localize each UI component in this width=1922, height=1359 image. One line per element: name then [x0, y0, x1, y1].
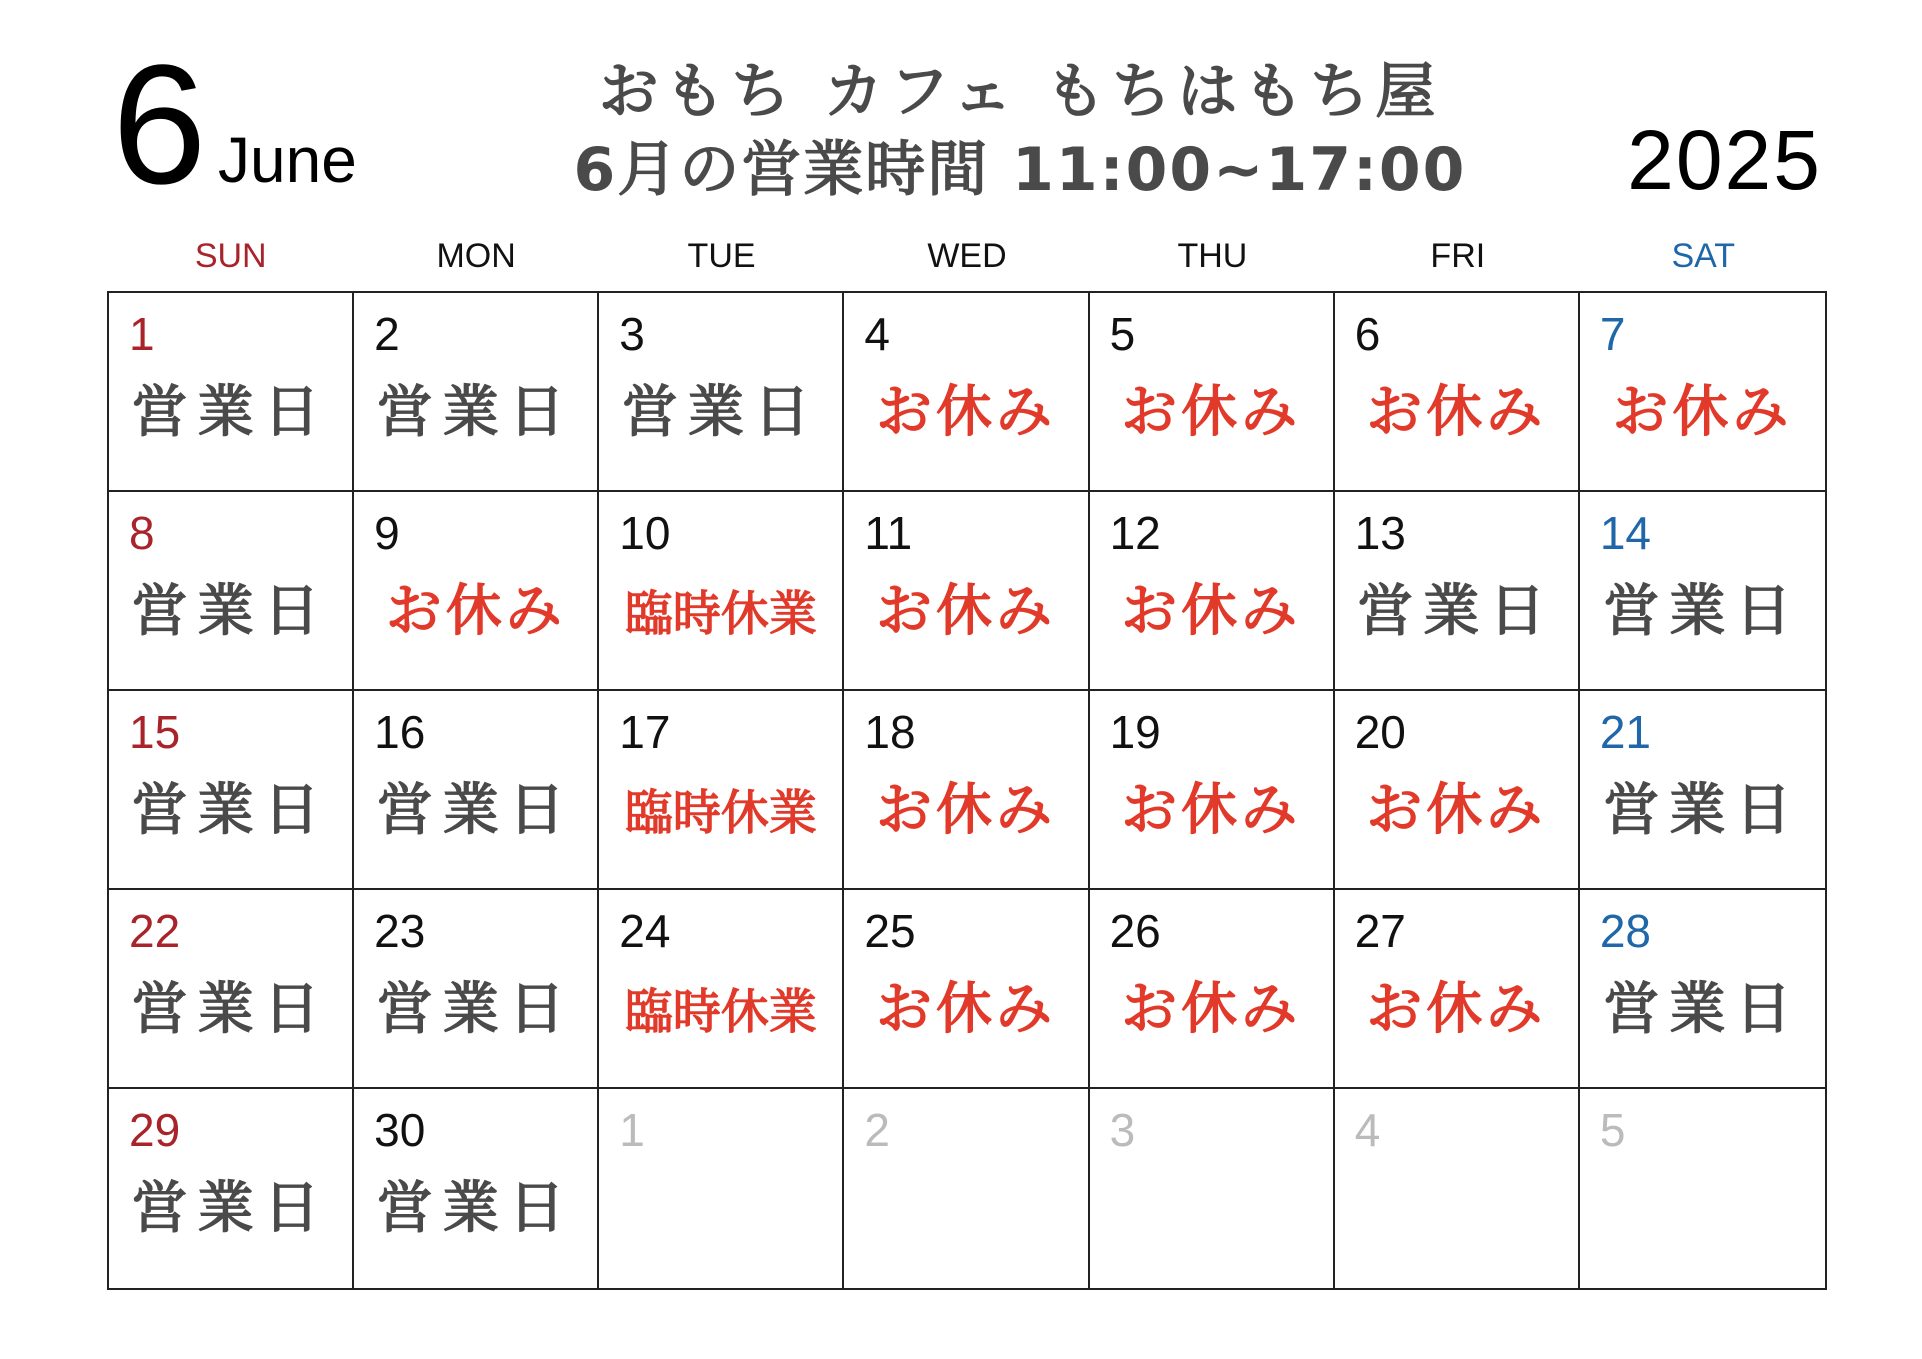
weekday-thu: THU: [1177, 237, 1248, 275]
day-status-closed: お休み: [1121, 380, 1302, 445]
day-number: 15: [129, 706, 181, 758]
day-number: 1: [129, 308, 155, 360]
day-number: 4: [1354, 1104, 1381, 1156]
day-status-open: 営業日: [621, 380, 820, 445]
day-status-closed: お休み: [875, 977, 1056, 1042]
day-number: 20: [1354, 706, 1406, 758]
day-number: 16: [374, 706, 426, 758]
day-status-open: 営業日: [131, 778, 330, 843]
day-status-closed: お休み: [1366, 380, 1547, 445]
day-status-open: 営業日: [376, 778, 575, 843]
weekday-wed: WED: [927, 237, 1007, 275]
calendar-day-cell: [354, 492, 599, 691]
calendar-day-cell: [599, 1089, 844, 1288]
calendar-day-cell: [109, 1089, 354, 1288]
day-number: 18: [864, 706, 916, 758]
calendar-day-cell: [1580, 293, 1825, 492]
day-status-open: 営業日: [1603, 977, 1802, 1042]
calendar-day-cell: [844, 492, 1089, 691]
calendar-day-cell: [844, 1089, 1089, 1288]
day-status-closed: お休み: [1121, 778, 1302, 843]
calendar-day-cell: [1090, 1089, 1335, 1288]
weekday-sun: SUN: [194, 237, 267, 275]
calendar-day-cell: [1090, 691, 1335, 890]
calendar-day-cell: [1090, 293, 1335, 492]
day-status-temp: 臨時休業: [624, 586, 817, 642]
day-number: 4: [864, 308, 891, 360]
business-hours: 6月の営業時間 11:00~17:00: [573, 135, 1467, 205]
calendar-day-cell: [1335, 492, 1580, 691]
calendar-day-cell: [844, 293, 1089, 492]
day-number: 5: [1599, 1104, 1626, 1156]
year: 2025: [1627, 113, 1822, 207]
calendar-day-cell: [109, 890, 354, 1089]
day-number: 25: [864, 905, 916, 957]
calendar-day-cell: [599, 293, 844, 492]
day-status-open: 営業日: [376, 977, 575, 1042]
day-number: 9: [374, 507, 400, 559]
calendar-day-cell: [354, 1089, 599, 1288]
day-number: 27: [1354, 905, 1406, 957]
calendar-day-cell: [1335, 890, 1580, 1089]
day-number: 3: [619, 308, 645, 360]
weekday-fri: FRI: [1430, 237, 1486, 275]
day-status-closed: お休み: [1121, 579, 1302, 644]
weekday-header: [108, 236, 1826, 276]
day-status-closed: お休み: [1612, 380, 1793, 445]
calendar-day-cell: [354, 890, 599, 1089]
calendar-day-cell: [1580, 691, 1825, 890]
day-status-open: 営業日: [1603, 579, 1802, 644]
day-number: 12: [1109, 507, 1161, 559]
calendar-day-cell: [354, 691, 599, 890]
calendar-day-cell: [1580, 890, 1825, 1089]
day-status-open: 営業日: [1357, 579, 1556, 644]
day-status-open: 営業日: [131, 1176, 330, 1241]
day-number: 13: [1354, 507, 1406, 559]
day-number: 2: [374, 308, 400, 360]
calendar-day-cell: [599, 691, 844, 890]
calendar-day-cell: [1090, 492, 1335, 691]
day-status-closed: お休み: [1366, 778, 1547, 843]
calendar-day-cell: [354, 293, 599, 492]
day-number: 23: [374, 905, 426, 957]
day-number: 6: [1354, 308, 1381, 360]
calendar-day-cell: [1335, 691, 1580, 890]
day-number: 10: [619, 507, 671, 559]
day-number: 7: [1599, 308, 1626, 360]
day-status-closed: お休み: [875, 778, 1056, 843]
day-status-closed: お休み: [875, 380, 1056, 445]
shop-title: おもち カフェ もちはもち屋: [598, 57, 1442, 127]
day-status-open: 営業日: [131, 380, 330, 445]
calendar-day-cell: [844, 691, 1089, 890]
day-number: 11: [864, 507, 913, 559]
weekday-mon: MON: [436, 237, 516, 275]
day-number: 24: [619, 905, 671, 957]
day-number: 3: [1109, 1104, 1136, 1156]
day-status-open: 営業日: [376, 380, 575, 445]
day-number: 1: [619, 1104, 645, 1156]
day-number: 8: [129, 507, 155, 559]
calendar-day-cell: [844, 890, 1089, 1089]
day-status-temp: 臨時休業: [624, 785, 817, 841]
month-number: 6: [112, 30, 207, 220]
day-status-temp: 臨時休業: [624, 984, 817, 1040]
day-number: 22: [129, 905, 181, 957]
calendar-day-cell: [109, 492, 354, 691]
day-number: 5: [1109, 308, 1136, 360]
day-number: 21: [1599, 706, 1652, 758]
calendar-day-cell: [109, 691, 354, 890]
day-status-closed: お休み: [875, 579, 1056, 644]
calendar-day-cell: [1335, 1089, 1580, 1288]
calendar-day-cell: [1090, 890, 1335, 1089]
weekday-sat: SAT: [1671, 237, 1736, 275]
day-status-open: 営業日: [131, 977, 330, 1042]
month-name: June: [218, 124, 357, 196]
day-number: 17: [619, 706, 671, 758]
day-status-closed: お休み: [1121, 977, 1302, 1042]
calendar-grid: [107, 291, 1827, 1290]
calendar-day-cell: [1335, 293, 1580, 492]
day-status-open: 営業日: [131, 579, 330, 644]
day-number: 26: [1109, 905, 1161, 957]
day-status-closed: お休み: [1366, 977, 1547, 1042]
weekday-tue: TUE: [687, 237, 756, 275]
day-number: 28: [1599, 905, 1652, 957]
day-number: 30: [374, 1104, 426, 1156]
calendar-day-cell: [599, 492, 844, 691]
day-status-open: 営業日: [376, 1176, 575, 1241]
calendar-day-cell: [109, 293, 354, 492]
day-number: 2: [864, 1104, 891, 1156]
day-status-open: 営業日: [1603, 778, 1802, 843]
day-number: 29: [129, 1104, 181, 1156]
calendar-day-cell: [1580, 492, 1825, 691]
calendar-day-cell: [1580, 1089, 1825, 1288]
calendar-day-cell: [599, 890, 844, 1089]
day-number: 14: [1599, 507, 1652, 559]
day-number: 19: [1109, 706, 1161, 758]
day-status-closed: お休み: [385, 579, 566, 644]
